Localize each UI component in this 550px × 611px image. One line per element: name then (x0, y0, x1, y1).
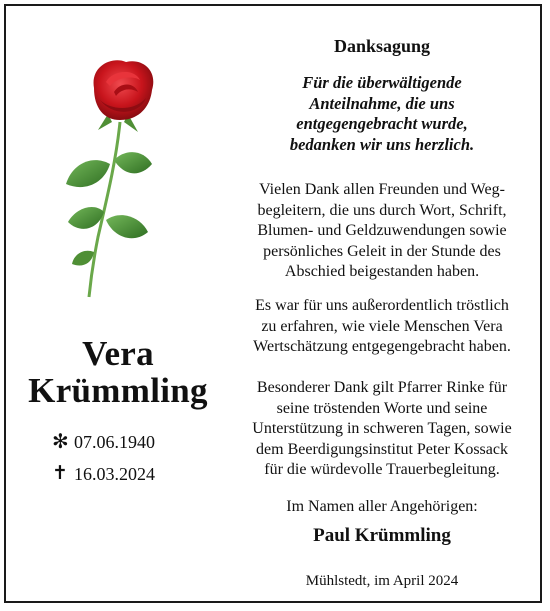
paragraph-line: Wertschätzung entgegengebracht haben. (253, 338, 511, 355)
quote-line: entgegengebracht wurde, (296, 114, 468, 133)
paragraph-special-thanks (232, 378, 532, 481)
paragraph-line: zu erfahren, wie viele Menschen Vera (261, 317, 503, 335)
death-date: 16.03.2024 (74, 464, 155, 484)
paragraph-line: für die würdevolle Trauerbegleitung. (264, 461, 500, 478)
thanks-quote (232, 73, 532, 155)
quote-line: Für die überwältigende (302, 73, 462, 92)
paragraph-line: dem Beerdigungsinstitut Peter Kossack (256, 440, 508, 458)
obituary-card (4, 4, 542, 603)
paragraph-line: Vielen Dank allen Freunden und Weg- (259, 181, 505, 198)
deceased-first-name: Vera (82, 334, 154, 373)
paragraph-line: Abschied beigestanden haben. (284, 263, 480, 280)
paragraph-thanks-friends (232, 180, 532, 283)
paragraph-line: Besonderer Dank gilt Pfarrer Rinke für (256, 379, 508, 396)
birth-star-icon: ✻ (52, 431, 69, 453)
quote-line: Anteilnahme, die uns (309, 93, 455, 113)
paragraph-line: begleitern, die uns durch Wort, Schrift, (257, 201, 507, 219)
heading-danksagung: Danksagung (333, 36, 431, 56)
death-cross-icon: ✝ (52, 463, 68, 484)
quote-line: bedanken wir uns herzlich. (289, 134, 475, 154)
place-and-date: Mühlstedt, im April 2024 (305, 573, 459, 589)
paragraph-line: Es war für uns außerordentlich tröstlich (255, 297, 509, 314)
paragraph-comfort (232, 296, 532, 358)
birth-date: 07.06.1940 (74, 432, 155, 452)
rose-icon (54, 52, 164, 302)
paragraph-line: seine tröstenden Worte und seine (276, 399, 488, 417)
signer-name: Paul Krümmling (313, 525, 451, 546)
paragraph-line: persönliches Geleit in der Stunde des (263, 242, 501, 260)
closing-line: Im Namen aller Angehörigen: (286, 498, 478, 515)
deceased-last-name: Krümmling (28, 371, 208, 410)
paragraph-line: Blumen- und Geldzuwendungen sowie (257, 222, 507, 239)
paragraph-line: Unterstützung in schweren Tagen, sowie (252, 420, 512, 437)
